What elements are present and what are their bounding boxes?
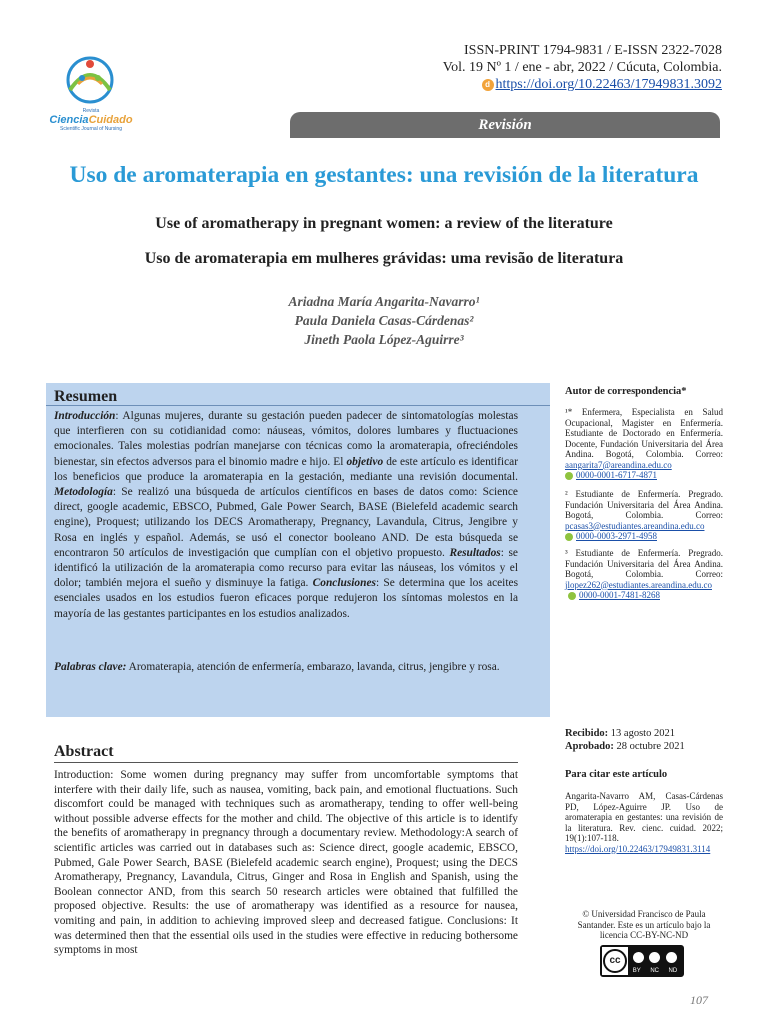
resultados-text: : se identificó la utilización de la aromaterapia como recurso para evitar las náuseas, los vómitos y el dolor; también mejora el sueño y disminuye la fatiga.: [54, 546, 518, 590]
aff3-orcid-link[interactable]: 0000-0001-7481-8268: [579, 590, 660, 600]
aff2-orcid-link[interactable]: 0000-0003-2971-4958: [576, 531, 657, 541]
abstract-divider: [54, 762, 518, 763]
issn-block: [443, 42, 722, 93]
aff1-text: ¹* Enfermera, Especialista en Salud Ocupacional, Magister en Enfermería. Estudiante de Doctorado en Enfermería. Docente, Fundación Universitaria del Área Andina. Bogotá, Colombia. Correo:: [565, 407, 723, 459]
nd-label: ND: [668, 968, 678, 974]
approved-date: [565, 740, 723, 753]
author-2: Paula Daniela Casas-Cárdenas²: [294, 313, 474, 328]
copyright-notice: © Universidad Francisco de Paula Santander. Este es un artículo bajo la licencia CC-BY-NC-ND: [577, 909, 711, 940]
resumen-heading: Resumen: [54, 388, 118, 405]
cite-body: Angarita-Navarro AM, Casas-Cárdenas PD, López-Aguirre JP. Uso de aromaterapia en gestantes: una revisión de la literatura. Rev. cienc. cuidad. 2022; 19(1):107-118.: [565, 791, 723, 843]
by-icon: [633, 952, 644, 963]
cc-label: cc: [603, 949, 627, 973]
logo-name: [40, 114, 142, 126]
objetivo-text: de este artículo es identificar los beneficios que produce la aromaterapia en la gestación, mediante una revisión documental.: [54, 455, 518, 483]
cite-heading: Para citar este artículo: [565, 769, 668, 780]
doi-link[interactable]: https://doi.org/10.22463/17949831.3092: [495, 77, 722, 92]
orcid-icon: [568, 592, 576, 600]
aff1-orcid-link[interactable]: 0000-0001-6717-4871: [576, 470, 657, 480]
by-label: BY: [632, 968, 641, 974]
logo-subtitle: Scientific Journal of Nursing: [60, 126, 122, 132]
section-label: Revisión: [478, 117, 532, 133]
cite-text: [565, 791, 723, 854]
affiliation-2: [565, 489, 723, 542]
doi-line: [443, 76, 722, 93]
article-title: Uso de aromaterapia en gestantes: una revisión de la literatura: [69, 162, 699, 188]
abstract-heading: Abstract: [54, 743, 114, 760]
orcid-icon: [565, 533, 573, 541]
dates: [565, 727, 723, 753]
aff1-email-link[interactable]: aangarita7@areandina.edu.co: [565, 459, 672, 470]
received-value: 13 agosto 2021: [608, 728, 675, 739]
intro-text: : Algunas mujeres, durante su gestación pueden padecer de sintomatologías molestas que interfieren con su cotidianidad como: náuseas, vómitos, dolores lumbares y fluctuaciones emocionales. Tales molestias podrían manejarse con técnicas como la aromaterapia, ofreciéndoles bienestar, sin efectos adversos para el binomio madre e hijo. El: [54, 410, 518, 468]
abstract-body: Introduction: Some women during pregnancy may suffer from uncomfortable symptoms that interfere with their daily life, such as nausea, vomiting, back pain, and emotional fluctuations. Such discomfort could be managed with techniques such as aromatherapy, tending to offer well-being without possible adverse effects for the mother and child. The objective of this article is to identify the benefits of aromatherapy in pregnancy through a documentary review. Methodology:A search of scientific articles was carried out in databases such as: Science direct, google academic, EBSCO, Pubmed, Gale Power Search, BASE (Bielefeld academic search engine), Proquest; using the DECS Aromatherapy, Pregnancy, Lavandula, Citrus, Ginger and Rosa in English and Spanish, using the Boolean connector AND, from this search 50 research articles were obtained that fulfilled the proposed objective. Results: the use of aromatherapy was identified as a resource for nausea, vomiting and pain, in addition to achieving improved sleep and decreased fatigue. Conclusions: It was determined then that the essential oils used in the studies were effective in reducing bothersome symptoms in most: [54, 769, 518, 957]
cite-doi-link[interactable]: https://doi.org/10.22463/17949831.3114: [565, 843, 711, 854]
license-icons: [628, 947, 682, 967]
author-3: Jineth Paola López-Aguirre³: [304, 332, 464, 347]
license-parts: [628, 947, 682, 975]
aff2-email-link[interactable]: pcasas3@estudiantes.areandina.edu.co: [565, 520, 705, 531]
nc-icon: [649, 952, 660, 963]
affiliation-1: [565, 407, 723, 481]
aff3-email-link[interactable]: jlopez262@estudiantes.areandina.edu.co: [565, 579, 712, 590]
resumen-divider: [46, 405, 550, 406]
cc-icon: [602, 947, 628, 975]
aff3-text: ³ Estudiante de Enfermería. Pregrado. Fundación Universitaria del Área Andina. Bogotá, Colombia. Correo:: [565, 548, 723, 579]
aff2-text: ² Estudiante de Enfermería. Pregrado. Fundación Universitaria del Área Andina. Bogotá, Colombia. Correo:: [565, 489, 723, 520]
conclusiones-text: : Se determina que los aceites esenciales usados en los estudios fueron eficaces porque redujeron los síntomas molestos en la mayoría de las gestantes participantes en los estudios analizados.: [54, 577, 518, 620]
issn-line: ISSN-PRINT 1794-9831 / E-ISSN 2322-7028: [464, 43, 722, 58]
volume-line: Vol. 19 Nº 1 / ene - abr, 2022 / Cúcuta, Colombia.: [442, 60, 722, 75]
approved-label: Aprobado:: [565, 741, 614, 752]
conclusiones-label: Conclusiones: [312, 577, 376, 590]
approved-value: 28 octubre 2021: [613, 741, 685, 752]
objetivo-label: objetivo: [346, 455, 384, 468]
author-1: Ariadna María Angarita-Navarro¹: [288, 294, 480, 309]
keywords-text: Aromaterapia, atención de enfermería, embarazo, lavanda, citrus, jengibre y rosa.: [126, 661, 500, 673]
intro-label: Introducción: [54, 410, 116, 422]
article-title-pt: Uso de aromaterapia em mulheres grávidas: uma revisão de literatura: [144, 250, 624, 267]
article-title-en: Use of aromatherapy in pregnant women: a review of the literature: [155, 215, 613, 232]
nc-label: NC: [650, 968, 659, 974]
affiliation-3: [565, 548, 723, 601]
resumen-body: [54, 409, 518, 622]
logo-name-part2: Cuidado: [88, 114, 133, 126]
journal-logo-text: [40, 108, 142, 132]
keywords-label: Palabras clave:: [54, 661, 127, 673]
metodologia-text: : Se realizó una búsqueda de artículos científicos en bases de datos como: Science direct, google academic, EBSCO, Pubmed, Gale Power Search, BASE (Bielefeld academic search engine), Proquest; utilizando los DECS Aromatherapy, Pregnancy, Lavandula, Citrus, Jengibre y Rosa en inglés y español. Además, se usó el conector booleano AND. De esta búsqueda se encontraron 50 artículos de investigación que cumplían con el objetivo propuesto.: [54, 486, 518, 559]
orcid-icon: [565, 472, 573, 480]
nd-icon: [666, 952, 677, 963]
page-number: 107: [690, 993, 708, 1007]
metodologia-label: Metodología: [54, 486, 113, 499]
received-date: [565, 727, 723, 740]
license-labels: [628, 967, 682, 975]
cc-license-badge[interactable]: [600, 945, 684, 977]
corresponding-author-heading: Autor de correspondencia*: [565, 386, 687, 397]
logo-name-part1: Ciencia: [49, 114, 89, 126]
section-tab: [290, 112, 720, 138]
logo-revista: Revista: [82, 108, 100, 114]
resultados-label: Resultados: [449, 546, 501, 559]
keywords: [54, 660, 518, 675]
doi-icon: d: [482, 79, 494, 91]
received-label: Recibido:: [565, 728, 609, 739]
authors: [30, 292, 738, 349]
